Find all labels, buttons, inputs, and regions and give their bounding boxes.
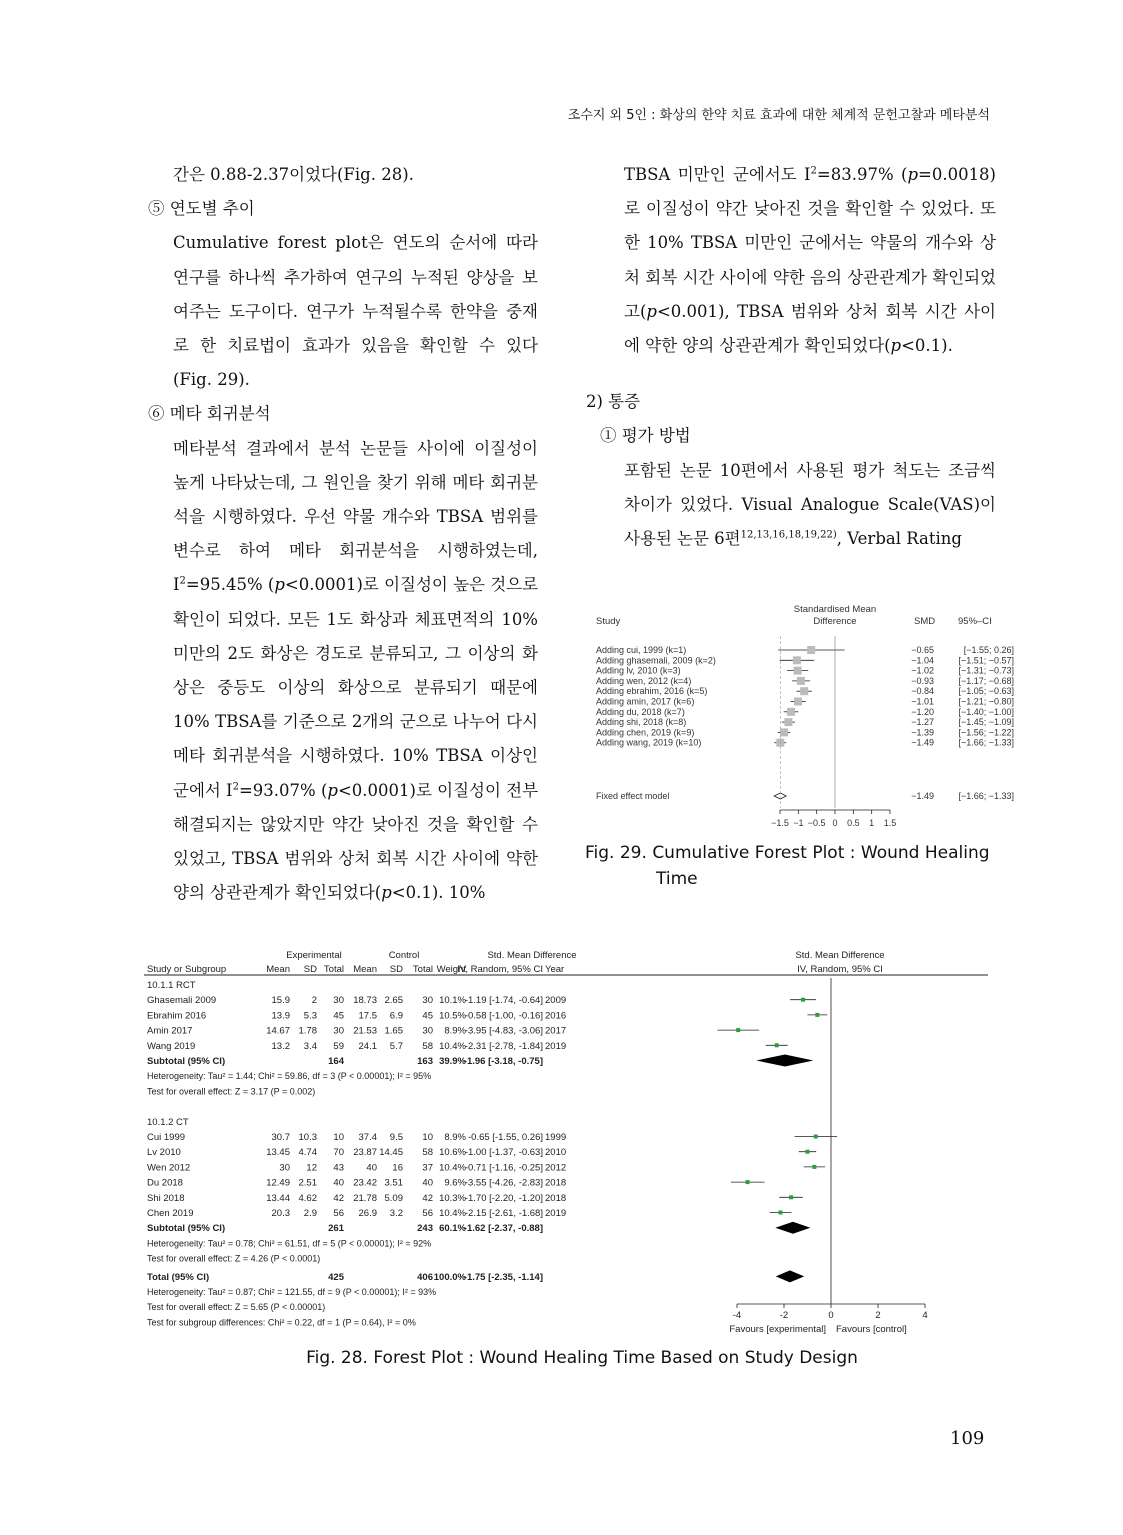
fig28-subtotal-weight: 100.0% (433, 1271, 466, 1283)
fig28-cell: 56 (333, 1208, 344, 1219)
fig28-cell: 15.9 (271, 995, 290, 1007)
fig28-point (736, 1028, 740, 1032)
fig28-subtotal-ci: -1.96 [-3.18, -0.75] (463, 1056, 543, 1067)
fig29-ci-value: [−1.55; 0.26] (963, 645, 1014, 655)
fig28-total-heterogeneity: Heterogeneity: Tau² = 0.87; Chi² = 121.55, df = 9 (P < 0.00001); I² = 93% (147, 1287, 437, 1298)
fig28-cell: 30 (333, 995, 344, 1007)
fig28-year: 2017 (545, 1025, 567, 1037)
fig28-point (778, 1211, 782, 1215)
fig28-total-diamond (776, 1270, 804, 1282)
fig28-cell: 30 (333, 1025, 344, 1037)
fig28-tick-label: -2 (779, 1310, 789, 1321)
fig29-study-label: Adding shi, 2018 (k=8) (596, 717, 687, 728)
fig29-tick-label: −1.5 (771, 818, 789, 828)
fig28-favours-left: Favours [experimental] (729, 1324, 826, 1335)
fig28-cell: 4.74 (298, 1147, 317, 1159)
fig28-year: 2019 (545, 1040, 567, 1052)
right-column (586, 158, 996, 556)
fig28-subtotal-ci: -1.62 [-2.37, -0.88] (463, 1223, 543, 1235)
fig28-cell: 14.67 (266, 1025, 290, 1037)
fig28-header-smd-right: Std. Mean Difference (795, 950, 885, 961)
fig28-col-header: Total (412, 964, 433, 975)
fig28-cell: 10.1% (439, 995, 466, 1007)
fig28-year: 2018 (545, 1192, 567, 1204)
fig28-cell: 5.09 (384, 1192, 403, 1204)
fig29-col-study: Study (596, 616, 621, 627)
fig28-cell: -1.19 [-1.74, -0.64] (464, 995, 543, 1007)
section-heading-yearly-trend: ⑤ 연도별 추이 (148, 199, 255, 219)
section-heading-pain: 2) 통증 (586, 392, 641, 412)
fig29-study-label: Adding chen, 2019 (k=9) (596, 727, 695, 738)
fig28-cell: 40 (366, 1162, 377, 1174)
fig28-study-name: Ghasemali 2009 (147, 995, 217, 1007)
fig29-smd-value: −1.39 (911, 727, 934, 738)
fig28-cell: 24.1 (358, 1040, 377, 1052)
fig28-study-name: Chen 2019 (147, 1208, 194, 1219)
fig29-study-label: Adding wen, 2012 (k=4) (596, 675, 692, 686)
fig29-ci-value: [−1.66; −1.33] (958, 737, 1014, 748)
fig29-point (794, 667, 802, 675)
fig28-cell: -2.15 [-2.61, -1.68] (464, 1208, 543, 1219)
fig29-study-label: Adding amin, 2017 (k=6) (596, 696, 695, 707)
paragraph-continuation-right: TBSA 미만인 군에서도 $I^2=83.97\%$ (p=0.0018)로 이질성이 약간 낮아진 것을 확인할 수 있었다. 또한 10% TBSA 미만인 군에서는 약물의 개수와 상처 회복 시간 사이에 약한 음의 상관관계가 확인되었고(p<0.001), TBSA 범위와 상처 회복 시간 사이에 약한 양의 상관관계가 확인되었다(p<0.1). (624, 165, 996, 356)
fig28-study-name: Amin 2017 (147, 1025, 193, 1037)
fig29-point (787, 708, 795, 716)
fig28-year: 2010 (545, 1147, 567, 1159)
fig29-caption-text: Cumulative Forest Plot : Wound Healing (652, 843, 990, 863)
fig28-cell: 3.51 (384, 1177, 403, 1189)
fig28-col-header: Mean (353, 964, 377, 975)
fig28-study-name: Ebrahim 2016 (147, 1010, 207, 1022)
fig29-point (797, 677, 805, 685)
fig28-cell: 2 (311, 995, 317, 1007)
fig28-col-header: IV, Random, 95% CI (457, 964, 543, 975)
fig28-subtotal-n2: 243 (417, 1223, 433, 1235)
fig29-point (807, 646, 815, 654)
fig28-cell: 10.6% (439, 1147, 466, 1159)
fig29-smd-value: −1.49 (911, 737, 934, 748)
fig28-tick-label: 0 (828, 1310, 834, 1321)
fig28-heterogeneity: Heterogeneity: Tau² = 1.44; Chi² = 59.86, df = 3 (P < 0.00001); I² = 95% (147, 1071, 432, 1082)
fig29-tick-label: 1 (869, 818, 875, 828)
fig28-cell: 10.4% (439, 1162, 466, 1174)
fig28-subgroup-name: 10.1.1 RCT (147, 980, 196, 991)
fig28-study-name: Du 2018 (147, 1177, 183, 1189)
fig29-ci-value: [−1.17; −0.68] (958, 675, 1014, 686)
fig28-year: 2019 (545, 1208, 567, 1219)
fig28-cell: 3.4 (303, 1040, 317, 1052)
paragraph-meta-regression: 메타분석 결과에서 분석 논문들 사이에 이질성이 높게 나타났는데, 그 원인을 찾기 위해 메타 회귀분석을 시행하였다. 우선 약물 개수와 TBSA 범위를 변수로 하여 메타 회귀분석을 시행하였는데, $I^2=95.45\%$ (p<0.0001)로 이질성이 높은 것으로 확인이 되었다. 모든 1도 화상과 체표면적의 10% 미만의 2도 화상은 경도로 분류되고, 그 이상의 화상은 중등도 이상의 화상으로 분류되기 때문에 10% TBSA를 기준으로 2개의 군으로 나누어 다시 메타 회귀분석을 시행하였다. 10% TBSA 이상인 군에서 $I^2=93.07\%$ (p<0.0001)로 이질성이 전부 해결되지는 않았지만 약간 낮아진 것을 확인할 수 있었고, TBSA 범위와 상처 회복 시간 사이에 약한 양의 상관관계가 확인되었다(p<0.1). 10% (173, 438, 539, 903)
fig28-header-experimental: Experimental (286, 950, 342, 961)
fig28-cell: 26.9 (358, 1208, 377, 1219)
fig28-col-header: Weight (436, 964, 466, 975)
fig29-ci-value: [−1.40; −1.00] (958, 706, 1014, 717)
fig29-tick-label: 1.5 (883, 818, 897, 828)
fig28-cell: -1.00 [-1.37, -0.63] (464, 1147, 543, 1159)
fig28-tick-label: 4 (922, 1310, 928, 1321)
fig28-header-control: Control (388, 950, 420, 961)
fig29-caption (585, 840, 1030, 892)
fig28-study-name: Wen 2012 (147, 1162, 191, 1174)
running-header: 조수지 외 5인 : 화상의 한약 치료 효과에 대한 체계적 문헌고찰과 메타분석 (567, 108, 990, 123)
fig28-cell: 8.9% (444, 1132, 466, 1143)
fig29-col-smd: SMD (914, 616, 936, 627)
fig28-col-header: SD (303, 964, 317, 975)
fig28-cell: 13.45 (266, 1147, 290, 1159)
fig28-cell: 56 (422, 1208, 433, 1219)
fig28-cell: 12.49 (266, 1177, 290, 1189)
fig28-subgroup-diff: Test for subgroup differences: Chi² = 0.22, df = 1 (P = 0.64), I² = 0% (147, 1317, 416, 1328)
fig29-study-label: Adding ebrahim, 2016 (k=5) (596, 686, 708, 697)
fig28-col-header: Total (323, 964, 344, 975)
fig29-ci-value: [−1.21; −0.80] (958, 696, 1014, 707)
fig28-cell: 30 (279, 1162, 290, 1174)
fig28-cell: 9.5 (389, 1132, 403, 1143)
fig28-col-header: Study or Subgroup (147, 964, 227, 975)
fig28-cell: 37 (422, 1162, 433, 1174)
fig28-col-header: Year (545, 964, 565, 975)
fig28-cell: 2.9 (303, 1208, 317, 1219)
fig28-cell: 17.5 (358, 1010, 377, 1022)
fig28-cell: 70 (333, 1147, 344, 1159)
fig28-total-overall-effect: Test for overall effect: Z = 5.65 (P < 0.00001) (147, 1302, 326, 1313)
fig28-cell: 2.51 (298, 1177, 317, 1189)
fig28-favours-right: Favours [control] (836, 1324, 907, 1335)
fig28-point (812, 1165, 816, 1169)
fig28-cell: 30 (422, 995, 433, 1007)
fig28-cell: 10.4% (439, 1040, 466, 1052)
fig28-cell: 43 (333, 1162, 344, 1174)
fig29-ci-value: [−1.51; −0.57] (958, 655, 1014, 666)
fig28-subtotal-n1: 425 (328, 1271, 344, 1283)
fig28-subtotal-label: Subtotal (95% CI) (147, 1223, 226, 1235)
fig28-cell: 10.3% (439, 1192, 466, 1204)
fig28-cell: 8.9% (444, 1025, 466, 1037)
fig28-cell: -3.55 [-4.26, -2.83] (464, 1177, 543, 1189)
paragraph-cumulative: Cumulative forest plot은 연도의 순서에 따라 연구를 하나씩 추가하여 연구의 누적된 양상을 보여주는 도구이다. 연구가 누적될수록 한약을 중재로 한 치료법이 효과가 있음을 확인할 수 있다 (Fig. 29). (173, 233, 538, 390)
fig28-subtotal-n1: 164 (328, 1056, 344, 1067)
fig28-year: 1999 (545, 1132, 567, 1143)
fig28-cell: 3.2 (389, 1208, 403, 1219)
fig28-subtotal-label: Total (95% CI) (147, 1271, 210, 1283)
fig28-cell: 4.62 (298, 1192, 317, 1204)
fig28-cell: 45 (422, 1010, 433, 1022)
fig28-cell: 9.6% (444, 1177, 466, 1189)
fig28-subgroup-name: 10.1.2 CT (147, 1116, 189, 1128)
fig29-tick-label: 0 (832, 818, 838, 828)
fig28-cell: 23.42 (353, 1177, 377, 1189)
fig29-ci-value: [−1.45; −1.09] (958, 717, 1014, 728)
fig28-overall-effect: Test for overall effect: Z = 3.17 (P = 0.002) (147, 1086, 316, 1097)
fig28-cell: 16 (392, 1162, 403, 1174)
fig28-subtotal-n2: 163 (417, 1056, 433, 1067)
fig29-point (800, 687, 808, 695)
fig29-smd-value: −1.27 (911, 717, 934, 728)
fig28-tick-label: -4 (732, 1310, 742, 1321)
fig28-point (806, 1150, 810, 1154)
fig28-cell: 58 (422, 1147, 433, 1159)
fig28-year: 2016 (545, 1010, 567, 1022)
fig29-smd-value: −1.20 (911, 706, 934, 717)
fig29-title-line2: Difference (813, 616, 857, 627)
fig28-cell: 13.2 (271, 1040, 290, 1052)
fig29-ci-value: [−1.05; −0.63] (958, 686, 1014, 697)
fig28-cell: 30.7 (271, 1132, 290, 1143)
fig29-tick-label: −1 (793, 818, 804, 828)
fig28-cell: -3.95 [-4.83, -3.06] (464, 1025, 543, 1037)
fig28-cell: 45 (333, 1010, 344, 1022)
fig28-cell: 18.73 (353, 995, 377, 1007)
section-heading-meta-regression: ⑥ 메타 회귀분석 (148, 404, 271, 424)
fig28-cell: -0.71 [-1.16, -0.25] (464, 1162, 543, 1174)
fig28-study-name: Shi 2018 (147, 1192, 185, 1204)
fig28-cell: 1.78 (298, 1025, 317, 1037)
fig29-study-label: Adding lv, 2010 (k=3) (596, 665, 681, 676)
fig28-cell: 10.3 (298, 1132, 317, 1143)
fig28-cell: 59 (333, 1040, 344, 1052)
fig28-subtotal-diamond (756, 1055, 813, 1067)
left-column (148, 158, 538, 910)
paragraph-evaluation: 포함된 논문 10편에서 사용된 평가 척도는 조금씩 차이가 있었다. Visual Analogue Scale(VAS)이 사용된 논문 6편$^{12,13,16,18,19,22)}$, Verbal Rating (624, 460, 996, 549)
forest-plot-study-design (140, 944, 995, 1342)
fig28-cell: 58 (422, 1040, 433, 1052)
fig29-title-line1: Standardised Mean (793, 604, 877, 615)
fig29-ci-value: [−1.31; −0.73] (958, 665, 1014, 676)
page-number: 109 (950, 1428, 985, 1449)
fig29-smd-value: −0.65 (911, 645, 934, 655)
fig29-point (780, 728, 788, 736)
fig28-cell: -1.70 [-2.20, -1.20] (464, 1192, 543, 1204)
fig29-study-label: Adding wang, 2019 (k=10) (596, 737, 702, 748)
fig28-cell: 12 (306, 1162, 317, 1174)
fig28-study-name: Lv 2010 (147, 1147, 181, 1159)
fig28-study-name: Wang 2019 (147, 1040, 196, 1052)
fig28-cell: 2.65 (384, 995, 403, 1007)
fig28-subtotal-weight: 39.9% (439, 1056, 466, 1067)
fig28-cell: 10 (422, 1132, 433, 1143)
fig28-cell: 42 (422, 1192, 433, 1204)
fig28-cell: 13.44 (266, 1192, 290, 1204)
fig29-caption-text-2: Time (656, 869, 698, 889)
fig29-point (794, 698, 802, 706)
fig28-cell: 37.4 (358, 1132, 377, 1143)
fig28-subtotal-n1: 261 (328, 1223, 344, 1235)
fig29-point (784, 718, 792, 726)
fig29-overall-smd: −1.49 (911, 791, 934, 801)
fig29-tick-label: −0.5 (807, 818, 826, 828)
fig29-point (793, 656, 801, 664)
fig28-point (815, 1013, 819, 1017)
fig29-caption-number: Fig. 29. (585, 843, 647, 863)
fig28-cell: -0.65 [-1.55, 0.26] (468, 1132, 543, 1143)
fig29-tick-label: 0.5 (847, 818, 860, 828)
fig28-subtotal-label: Subtotal (95% CI) (147, 1056, 226, 1067)
fig28-cell: 10.4% (439, 1208, 466, 1219)
fig28-year: 2012 (545, 1162, 567, 1174)
fig28-point (746, 1180, 750, 1184)
fig28-cell: 21.53 (353, 1025, 377, 1037)
fig29-smd-value: −1.01 (911, 696, 934, 707)
fig28-subtotal-ci: -1.75 [-2.35, -1.14] (463, 1271, 543, 1283)
fig28-cell: 13.9 (271, 1010, 290, 1022)
fig28-col-header: SD (389, 964, 403, 975)
fig28-cell: 5.7 (389, 1040, 403, 1052)
paragraph-continuation: 간은 0.88-2.37이었다(Fig. 28). (173, 165, 414, 184)
fig28-cell: 23.87 (353, 1147, 377, 1159)
fig28-cell: 20.3 (271, 1208, 290, 1219)
fig29-smd-value: −1.02 (911, 665, 934, 676)
fig28-subtotal-n2: 406 (417, 1271, 433, 1283)
fig28-cell: 42 (333, 1192, 344, 1204)
fig28-cell: 40 (333, 1177, 344, 1189)
fig29-col-ci: 95%–CI (958, 616, 992, 627)
fig28-cell: 5.3 (303, 1010, 317, 1022)
fig28-col-header: Mean (266, 964, 290, 975)
fig28-header-smd: Std. Mean Difference (487, 950, 577, 961)
fig28-cell: 30 (422, 1025, 433, 1037)
fig28-study-name: Cui 1999 (147, 1132, 186, 1143)
fig29-smd-value: −1.04 (911, 655, 934, 666)
fig28-cell: 10.5% (439, 1010, 466, 1022)
fig29-study-label: Adding cui, 1999 (k=1) (596, 645, 687, 655)
fig28-cell: 1.65 (384, 1025, 403, 1037)
fig28-point (814, 1135, 818, 1139)
fig29-study-label: Adding ghasemali, 2009 (k=2) (596, 655, 716, 666)
fig28-cell: 21.78 (353, 1192, 377, 1204)
section-heading-evaluation: ① 평가 방법 (600, 426, 691, 446)
fig29-smd-value: −0.93 (911, 675, 934, 686)
fig28-caption: Fig. 28. Forest Plot : Wound Healing Time Based on Study Design (306, 1348, 858, 1368)
fig28-cell: 14.45 (379, 1147, 403, 1159)
fig28-cell: -2.31 [-2.78, -1.84] (464, 1040, 543, 1052)
fig28-col-header-right: IV, Random, 95% CI (797, 964, 883, 975)
fig29-ci-value: [−1.56; −1.22] (958, 727, 1014, 738)
fig28-heterogeneity: Heterogeneity: Tau² = 0.78; Chi² = 61.51, df = 5 (P < 0.00001); I² = 92% (147, 1238, 432, 1249)
fig29-overall-ci: [−1.66; −1.33] (958, 791, 1014, 801)
fig28-subtotal-diamond (775, 1222, 810, 1234)
fig28-cell: 10 (333, 1132, 344, 1143)
fig28-year: 2009 (545, 995, 567, 1007)
cumulative-forest-plot (590, 600, 1020, 832)
fig28-overall-effect: Test for overall effect: Z = 4.26 (P < 0.0001) (147, 1253, 321, 1264)
fig28-point (775, 1043, 779, 1047)
fig28-cell: -0.58 [-1.00, -0.16] (464, 1010, 543, 1022)
fig28-cell: 6.9 (389, 1010, 403, 1022)
fig29-overall-label: Fixed effect model (596, 791, 670, 801)
fig28-subtotal-weight: 60.1% (439, 1223, 466, 1235)
fig28-cell: 40 (422, 1177, 433, 1189)
fig28-point (789, 1195, 793, 1199)
fig28-tick-label: 2 (875, 1310, 881, 1321)
fig28-year: 2018 (545, 1177, 567, 1189)
fig29-smd-value: −0.84 (911, 686, 934, 697)
fig28-point (801, 998, 805, 1002)
fig29-study-label: Adding du, 2018 (k=7) (596, 706, 685, 717)
